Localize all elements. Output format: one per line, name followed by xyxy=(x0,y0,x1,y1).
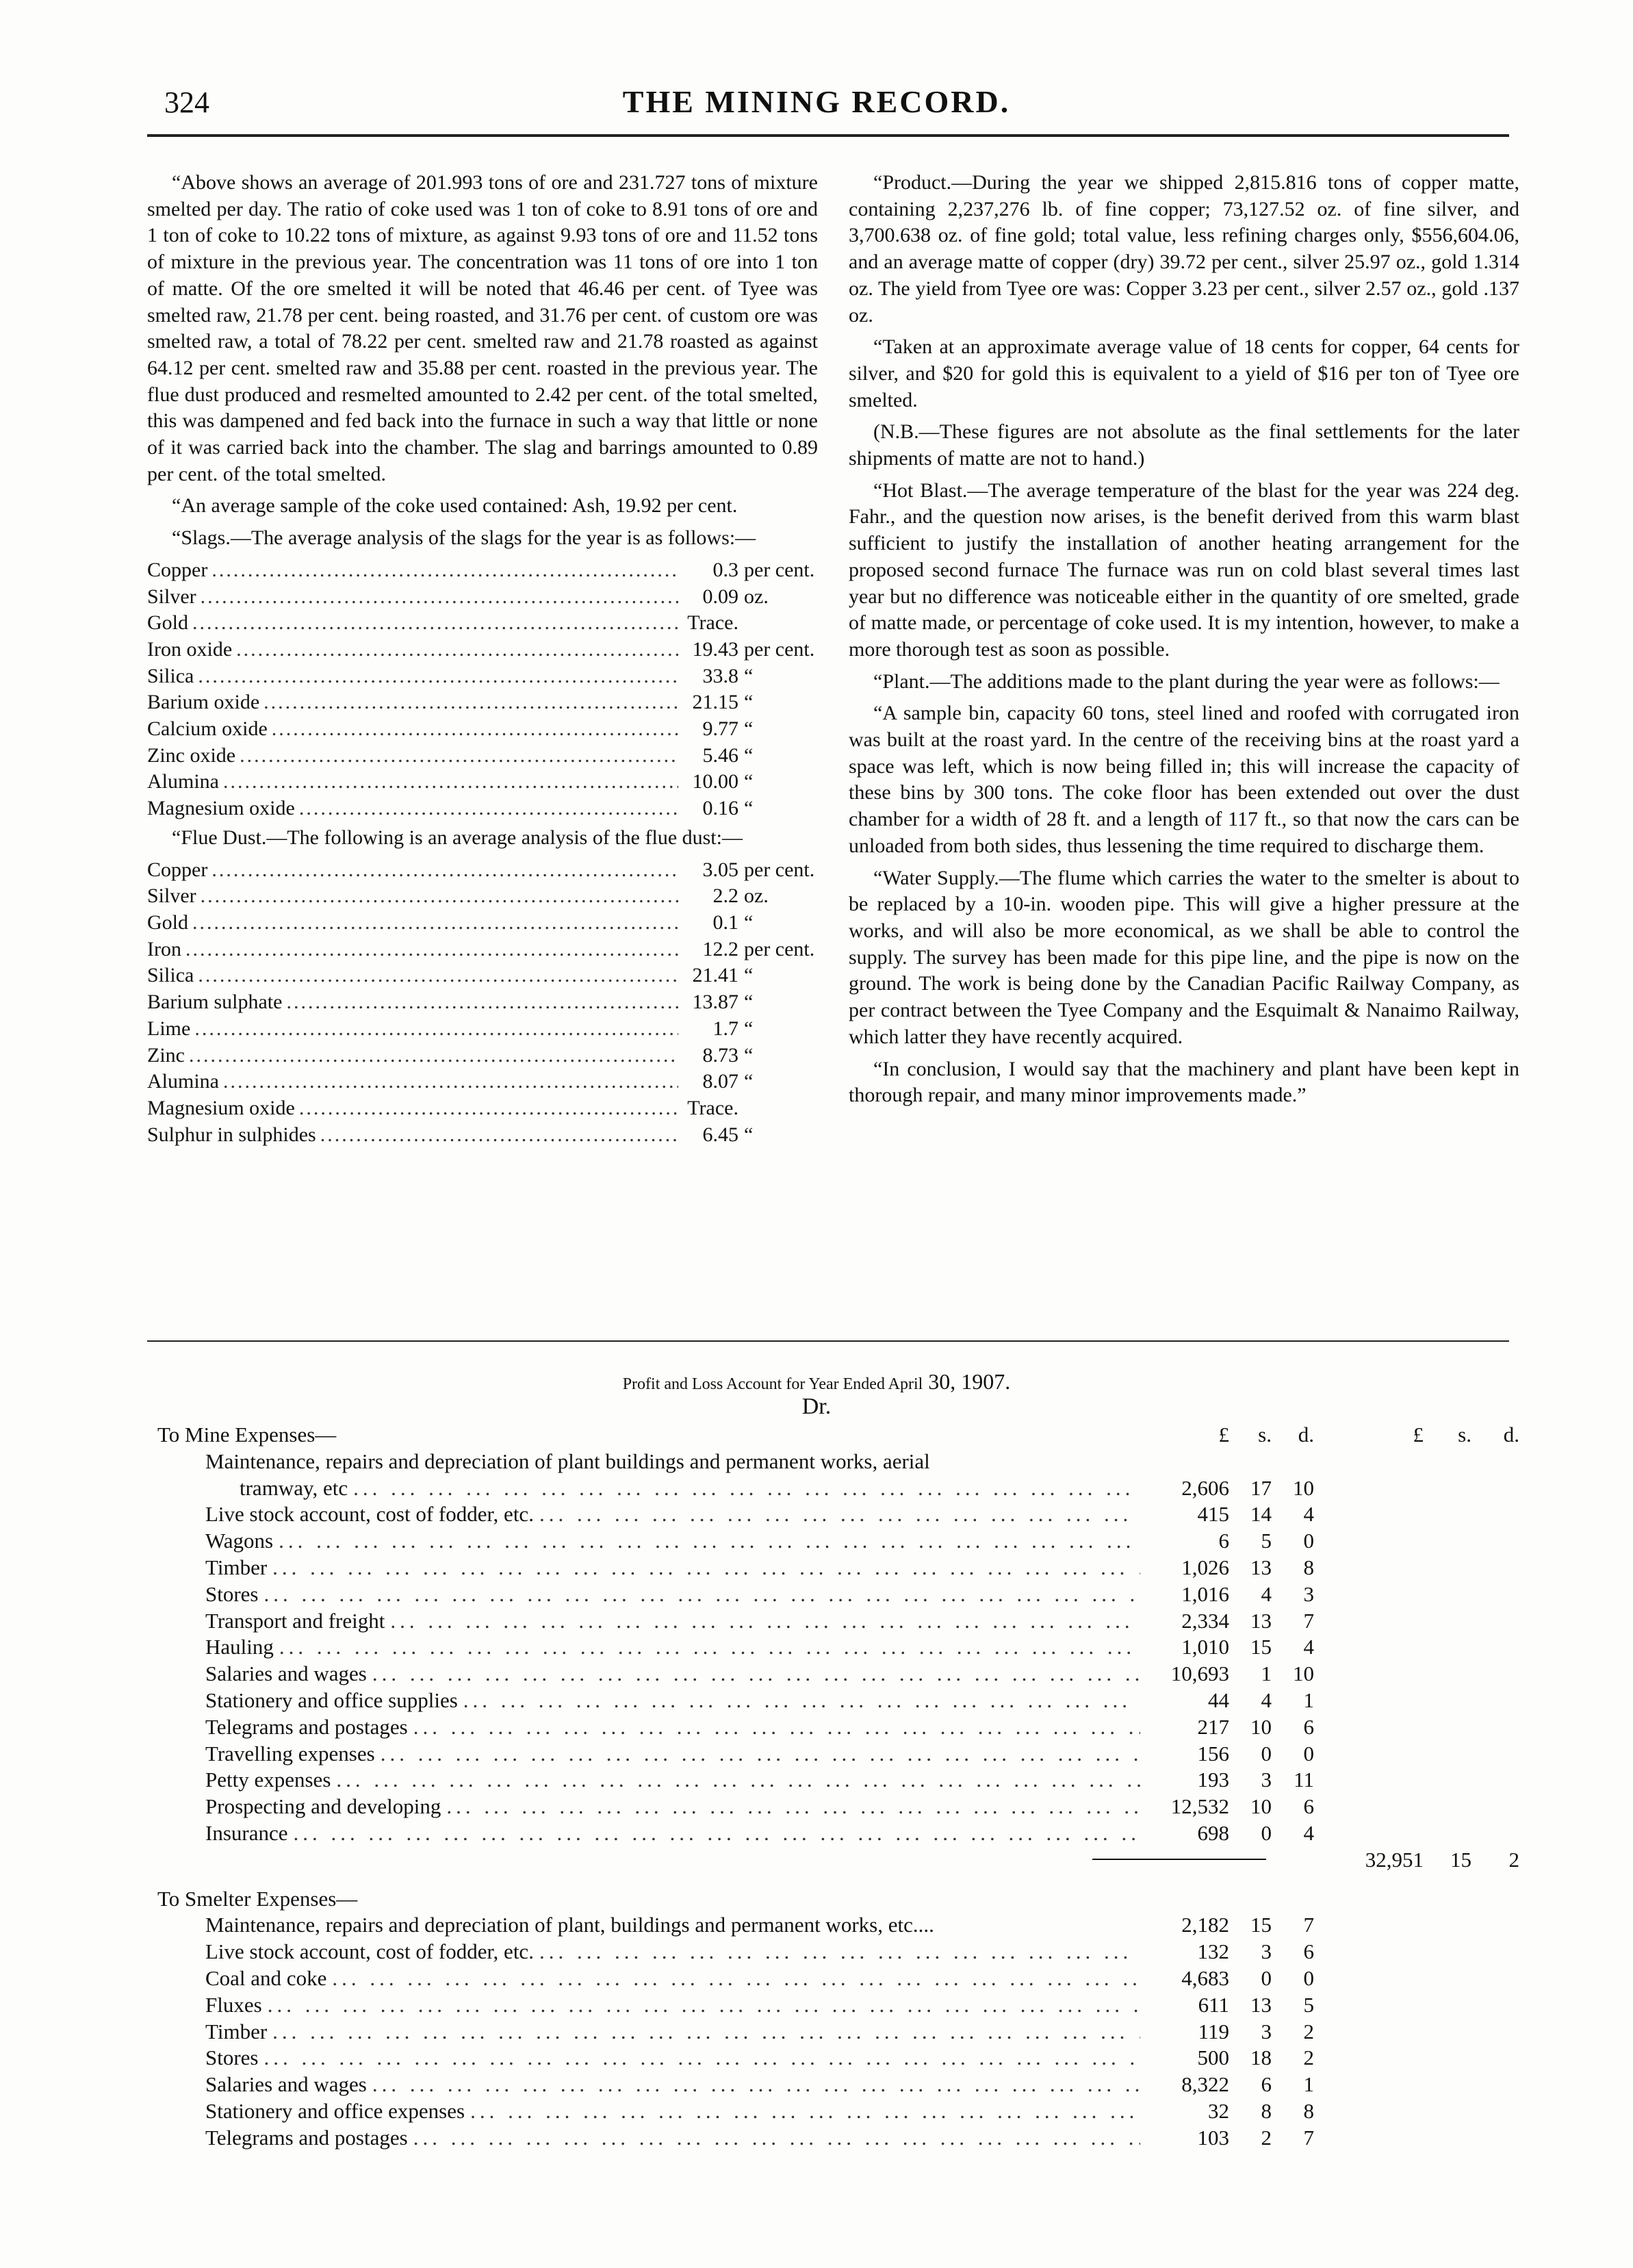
analysis-row xyxy=(147,1069,818,1095)
analysis-unit: “ xyxy=(744,743,754,767)
analysis-row xyxy=(147,663,818,690)
leader-dots xyxy=(372,1661,1140,1686)
amount-pounds: 132 xyxy=(1197,1939,1229,1964)
analysis-row xyxy=(147,883,818,910)
amount-pounds: 193 xyxy=(1197,1768,1229,1792)
leader-dots xyxy=(390,1609,1140,1633)
analysis-value: 0.1 xyxy=(712,910,738,934)
paragraph: “Above shows an average of 201.993 tons of ore and 231.727 tons of mixture smelted per day. The ratio of coke used was 1 ton of coke to 8.91 tons of ore and 1 ton of coke to 10.22 tons of mixture, as against 9.93 tons of ore and 11.52 tons of mixture in the previous year. The concentration was 11 tons of ore into 1 ton of matte. Of the ore smelted it will be noted that 46.46 per cent. of Tyee was smelted raw, 21.78 per cent. being roasted, and 31.76 per cent. of custom ore was smelted raw, a total of 78.22 per cent. smelted raw and 21.78 roasted as against 64.12 per cent. smelted raw and 35.88 per cent. roasted in the previous year. The flue dust produced and resmelted amounted to 2.42 per cent. of the total smelted, this was dampened and fed back into the furnace in such a way that little or none of it was carried back into the chamber. The slag and barrings amounted to 0.89 per cent. of the total smelted. xyxy=(147,171,818,485)
analysis-unit: “ xyxy=(744,991,754,1014)
account-item-label: Wagons xyxy=(205,1529,274,1553)
amount-pounds: 2,606 xyxy=(1181,1475,1229,1500)
amount-pence: 10 xyxy=(1293,1475,1314,1500)
analysis-label: Alumina xyxy=(147,1070,219,1093)
account-item-label: tramway, etc xyxy=(240,1475,348,1500)
analysis-label: Gold xyxy=(147,611,188,635)
paragraph: “Product.—During the year we shipped 2,815.816 tons of copper matte, containing 2,237,276 lb. of fine copper; 73,127.52 oz. of fine silver, and 3,700.638 oz. of fine gold; total value, less refining charges only, $556,604.06, and an average matte of copper (dry) 39.72 per cent., silver 25.97 oz., gold 1.314 oz. The yield from Tyee ore was: Copper 3.23 per cent., silver 2.57 oz., gold .137 oz. xyxy=(849,171,1519,327)
account-item-label: Stores xyxy=(205,1581,259,1606)
analysis-value: 5.46 xyxy=(702,743,738,767)
analysis-value: 19.43 xyxy=(692,637,738,661)
amount-pence: 4 xyxy=(1303,1635,1314,1659)
analysis-label: Barium oxide xyxy=(147,691,260,714)
analysis-row xyxy=(147,1043,818,1069)
account-row xyxy=(157,1502,1519,1529)
amount-pence: 0 xyxy=(1303,1529,1314,1553)
paragraph: “Plant.—The additions made to the plant during the year were as follows:— xyxy=(873,670,1500,693)
analysis-value: 8.07 xyxy=(702,1070,738,1093)
analysis-label: Copper xyxy=(147,558,208,581)
analysis-label: Calcium oxide xyxy=(147,717,268,741)
analysis-row xyxy=(147,1122,818,1149)
account-table xyxy=(157,1423,1519,2152)
analysis-unit: “ xyxy=(744,797,754,820)
leader-dots xyxy=(463,1688,1140,1713)
leader-dots xyxy=(211,557,678,584)
amount-pence: 6 xyxy=(1303,1794,1314,1819)
leader-dots xyxy=(320,1122,678,1149)
amount-pounds: 119 xyxy=(1198,2019,1229,2043)
account-row xyxy=(157,1742,1519,1768)
amount-pence: 1 xyxy=(1303,1687,1314,1712)
pence-header: d. xyxy=(1298,1423,1314,1447)
account-item-label: Telegrams and postages xyxy=(205,1714,408,1739)
amount-shillings: 4 xyxy=(1261,1581,1272,1606)
analysis-unit: oz. xyxy=(744,884,769,908)
amount-pounds: 1,010 xyxy=(1181,1635,1229,1659)
running-title: THE MINING RECORD. xyxy=(622,84,1011,119)
subtotal-rule xyxy=(1092,1859,1266,1860)
leader-dots xyxy=(201,883,678,910)
amount-pounds: 32 xyxy=(1208,2098,1229,2123)
leader-dots xyxy=(539,1502,1140,1527)
account-item-label: Hauling xyxy=(205,1635,274,1659)
leader-dots xyxy=(413,2126,1140,2150)
analysis-row xyxy=(147,584,818,611)
analysis-row xyxy=(147,637,818,663)
amount-pence: 10 xyxy=(1293,1661,1314,1686)
analysis-label: Silica xyxy=(147,664,194,687)
analysis-row xyxy=(147,795,818,822)
paragraph: “Hot Blast.—The average temperature of the blast for the year was 224 deg. Fahr., and the question now arises, is the benefit derived from this warm blast sufficient to justify the installation of another heating arrangement for the proposed second furnace The furnace was run on cold blast several times last year but no difference was noticeable either in the quantity of ore smelted, grade of matte made, or percentage of coke used. It is my intention, however, to make a more thorough test as soon as possible. xyxy=(849,479,1519,661)
amount-shillings: 15 xyxy=(1250,1913,1272,1937)
mine-total-pence: 2 xyxy=(1508,1847,1519,1872)
analysis-label: Iron xyxy=(147,937,181,960)
account-row xyxy=(157,2019,1519,2046)
analysis-row xyxy=(147,743,818,769)
account-row xyxy=(157,1688,1519,1715)
leader-dots xyxy=(279,1529,1140,1553)
account-row-label: Maintenance, repairs and depreciation of plant buildings and permanent works, aerial xyxy=(205,1449,930,1473)
amount-shillings: 0 xyxy=(1261,1741,1272,1766)
amount-pence: 2 xyxy=(1303,2019,1314,2043)
leader-dots xyxy=(236,637,678,663)
paragraph: “Taken at an approximate average value of 18 cents for copper, 64 cents for silver, and $20 for gold this is equivalent to a yield of $16 per ton of Tyee ore smelted. xyxy=(849,335,1519,411)
amount-shillings: 14 xyxy=(1250,1502,1272,1527)
leader-dots xyxy=(286,989,678,1016)
amount-pence: 6 xyxy=(1303,1939,1314,1964)
amount-shillings: 0 xyxy=(1261,1965,1272,1990)
amount-pounds: 1,026 xyxy=(1181,1555,1229,1579)
paragraph: “A sample bin, capacity 60 tons, steel lined and roofed with corrugated iron was built at the roast yard. In the centre of the receiving bins at the roast yard a space was left, which is now being filled in; this will increase the capacity of these bins by 300 tons. The coke floor has been extended out over the dust chamber for a width of 28 ft. and a length of 117 ft., so that now the cars can be unloaded from both sides, thus lessening the time required to discharge them. xyxy=(849,702,1519,857)
analysis-unit: “ xyxy=(744,910,754,934)
account-row xyxy=(157,1768,1519,1794)
amount-pounds: 6 xyxy=(1218,1529,1229,1553)
account-row xyxy=(157,1715,1519,1742)
amount-shillings: 0 xyxy=(1261,1820,1272,1845)
leader-dots xyxy=(372,2072,1140,2097)
mine-total-shillings: 15 xyxy=(1450,1847,1471,1872)
amount-pence: 7 xyxy=(1303,1608,1314,1633)
shilling-header-total: s. xyxy=(1458,1423,1471,1447)
analysis-unit: “ xyxy=(744,1070,754,1093)
account-item-label: Salaries and wages xyxy=(205,1661,367,1686)
account-row xyxy=(157,2072,1519,2099)
leader-dots xyxy=(264,2046,1141,2070)
account-item-label: Timber xyxy=(205,2019,268,2043)
amount-pounds: 8,322 xyxy=(1181,2072,1229,2097)
slags-intro: “Slags.—The average analysis of the slags for the year is as follows:— xyxy=(172,526,756,550)
leader-dots xyxy=(268,1993,1140,2017)
leader-dots xyxy=(198,663,678,690)
header-rule xyxy=(147,134,1509,137)
amount-pounds: 103 xyxy=(1197,2125,1229,2150)
paragraph: “In conclusion, I would say that the machinery and plant have been kept in thorough repair, and many minor improvements made.” xyxy=(849,1057,1519,1107)
analysis-label: Zinc xyxy=(147,1043,185,1067)
amount-pence: 7 xyxy=(1303,1913,1314,1937)
amount-pounds: 611 xyxy=(1198,1992,1229,2017)
smelter-rows xyxy=(157,1913,1519,2152)
analysis-unit: “ xyxy=(744,1017,754,1040)
analysis-unit: per cent. xyxy=(744,937,815,960)
analysis-value: 12.2 xyxy=(702,937,738,960)
amount-pence: 7 xyxy=(1303,2125,1314,2150)
page-header xyxy=(144,81,1489,122)
amount-pence: 5 xyxy=(1303,1992,1314,2017)
analysis-row xyxy=(147,1016,818,1043)
amount-pence: 4 xyxy=(1303,1820,1314,1845)
smelter-heading-row xyxy=(157,1887,1519,1913)
analysis-unit: per cent. xyxy=(744,858,815,881)
amount-shillings: 15 xyxy=(1250,1635,1272,1659)
account-item-label: Stores xyxy=(205,2046,259,2070)
amount-shillings: 3 xyxy=(1261,1768,1272,1792)
account-item-label: Stationery and office expenses xyxy=(205,2098,465,2123)
leader-dots xyxy=(201,584,678,611)
account-row xyxy=(157,1939,1519,1966)
amount-pence: 11 xyxy=(1294,1768,1314,1792)
analysis-unit: “ xyxy=(744,717,754,741)
account-item-label: Insurance xyxy=(205,1820,288,1845)
analysis-row xyxy=(147,910,818,936)
leader-dots xyxy=(192,910,678,936)
analysis-row xyxy=(147,716,818,743)
account-item-label: Telegrams and postages xyxy=(205,2125,408,2150)
account-item-label: Timber xyxy=(205,1555,268,1579)
slags-table xyxy=(147,557,818,822)
leader-dots xyxy=(299,795,678,822)
mine-heading: To Mine Expenses— xyxy=(157,1423,337,1447)
account-item-label: Coal and coke xyxy=(205,1965,327,1990)
analysis-row xyxy=(147,936,818,963)
account-row xyxy=(157,1529,1519,1555)
flue-intro: “Flue Dust.—The following is an average analysis of the flue dust:— xyxy=(172,826,743,849)
leader-dots xyxy=(279,1635,1140,1659)
leader-dots xyxy=(299,1095,678,1122)
amount-shillings: 18 xyxy=(1250,2046,1272,2070)
amount-shillings: 13 xyxy=(1250,1555,1272,1579)
leader-dots xyxy=(263,689,678,716)
account-item-label: Prospecting and developing xyxy=(205,1794,441,1819)
analysis-value: 0.16 xyxy=(702,797,738,820)
analysis-unit: “ xyxy=(744,770,754,793)
analysis-label: Zinc oxide xyxy=(147,743,236,767)
analysis-unit: “ xyxy=(744,664,754,687)
amount-shillings: 13 xyxy=(1250,1608,1272,1633)
mine-total-pounds: 32,951 xyxy=(1365,1847,1424,1872)
amount-pence: 6 xyxy=(1303,1714,1314,1739)
pound-header: £ xyxy=(1218,1423,1229,1447)
analysis-row xyxy=(147,610,818,637)
leader-dots xyxy=(332,1966,1140,1991)
paragraph: (N.B.—These figures are not absolute as the final settlements for the later shipments of matte are not to hand.) xyxy=(849,420,1519,470)
analysis-value: 8.73 xyxy=(702,1043,738,1067)
amount-pounds: 156 xyxy=(1197,1741,1229,1766)
amount-pounds: 44 xyxy=(1208,1687,1229,1712)
amount-shillings: 8 xyxy=(1261,2098,1272,2123)
analysis-row xyxy=(147,689,818,716)
page-number: 324 xyxy=(164,86,209,119)
analysis-row xyxy=(147,557,818,584)
amount-shillings: 13 xyxy=(1250,1992,1272,2017)
analysis-value: 13.87 xyxy=(692,991,738,1014)
leader-dots xyxy=(189,1043,678,1069)
leader-dots xyxy=(192,610,678,637)
analysis-value: 21.15 xyxy=(692,691,738,714)
amount-pence: 1 xyxy=(1303,2072,1314,2097)
analysis-label: Iron oxide xyxy=(147,637,233,661)
account-row xyxy=(157,1661,1519,1688)
analysis-value: 10.00 xyxy=(692,770,738,793)
analysis-label: Silver xyxy=(147,585,196,608)
amount-pence: 8 xyxy=(1303,1555,1314,1579)
account-row xyxy=(157,2126,1519,2152)
account-row xyxy=(157,1476,1519,1503)
account-row xyxy=(157,1555,1519,1582)
analysis-unit: “ xyxy=(744,964,754,987)
shilling-header: s. xyxy=(1258,1423,1272,1447)
analysis-value: Trace. xyxy=(687,611,738,635)
amount-pounds: 500 xyxy=(1197,2046,1229,2070)
analysis-label: Silica xyxy=(147,964,194,987)
leader-dots xyxy=(194,1016,678,1043)
amount-pence: 0 xyxy=(1303,1965,1314,1990)
account-item-label: Stationery and office supplies xyxy=(205,1687,458,1712)
amount-pence: 4 xyxy=(1303,1502,1314,1527)
analysis-row xyxy=(147,963,818,989)
leader-dots xyxy=(185,936,678,963)
pence-header-total: d. xyxy=(1503,1423,1519,1447)
analysis-value: 0.3 xyxy=(712,558,738,581)
leader-dots xyxy=(470,2099,1140,2124)
pound-header-total: £ xyxy=(1413,1423,1424,1447)
paragraph: “An average sample of the coke used contained: Ash, 19.92 per cent. xyxy=(172,494,738,518)
account-row xyxy=(157,1966,1519,1993)
analysis-row xyxy=(147,989,818,1016)
leader-dots xyxy=(223,769,678,795)
amount-shillings: 10 xyxy=(1250,1794,1272,1819)
analysis-row xyxy=(147,1095,818,1122)
amount-shillings: 3 xyxy=(1261,2019,1272,2043)
account-item-label: Maintenance, repairs and depreciation of plant, buildings and permanent works, etc.... xyxy=(205,1913,934,1937)
amount-pounds: 10,693 xyxy=(1170,1661,1229,1686)
section-rule xyxy=(147,1340,1509,1342)
account-item-label: Salaries and wages xyxy=(205,2072,367,2097)
analysis-value: 33.8 xyxy=(702,664,738,687)
analysis-unit: “ xyxy=(744,1123,754,1146)
account-row xyxy=(157,1794,1519,1821)
leader-dots xyxy=(240,743,678,769)
leader-dots xyxy=(413,1715,1140,1740)
leader-dots xyxy=(336,1768,1140,1792)
analysis-label: Sulphur in sulphides xyxy=(147,1123,316,1146)
right-column xyxy=(849,170,1519,1114)
leader-dots xyxy=(446,1794,1140,1819)
amount-shillings: 2 xyxy=(1261,2125,1272,2150)
leader-dots xyxy=(353,1476,1140,1501)
account-item-label: Transport and freight xyxy=(205,1608,385,1633)
account-title: Profit and Loss Account for Year Ended April 30, 1907. xyxy=(622,1369,1011,1394)
analysis-unit: “ xyxy=(744,1043,754,1067)
leader-dots xyxy=(272,1555,1140,1580)
account-row xyxy=(157,1609,1519,1635)
amount-pence: 8 xyxy=(1303,2098,1314,2123)
leader-dots xyxy=(381,1742,1140,1766)
amount-pounds: 12,532 xyxy=(1170,1794,1229,1819)
analysis-label: Magnesium oxide xyxy=(147,797,295,820)
leader-dots xyxy=(211,857,678,884)
amount-pounds: 415 xyxy=(1197,1502,1229,1527)
amount-shillings: 1 xyxy=(1261,1661,1272,1686)
amount-pence: 2 xyxy=(1303,2046,1314,2070)
amount-shillings: 4 xyxy=(1261,1687,1272,1712)
analysis-value: 6.45 xyxy=(702,1123,738,1146)
amount-pounds: 698 xyxy=(1197,1820,1229,1845)
analysis-row xyxy=(147,769,818,795)
analysis-label: Alumina xyxy=(147,770,219,793)
leader-dots xyxy=(272,2019,1140,2044)
leader-dots xyxy=(272,716,678,743)
amount-shillings: 17 xyxy=(1250,1475,1272,1500)
amount-pounds: 2,182 xyxy=(1181,1913,1229,1937)
account-row xyxy=(157,1913,1519,1939)
smelter-heading: To Smelter Expenses— xyxy=(157,1886,358,1911)
leader-dots xyxy=(264,1582,1141,1607)
analysis-value: 1.7 xyxy=(712,1017,738,1040)
analysis-label: Copper xyxy=(147,858,208,881)
amount-pence: 3 xyxy=(1303,1581,1314,1606)
analysis-unit: per cent. xyxy=(744,558,815,581)
analysis-label: Silver xyxy=(147,884,196,908)
analysis-value: 21.41 xyxy=(692,964,738,987)
analysis-row xyxy=(147,857,818,884)
amount-shillings: 6 xyxy=(1261,2072,1272,2097)
analysis-unit: “ xyxy=(744,691,754,714)
account-row xyxy=(157,2099,1519,2126)
amount-shillings: 5 xyxy=(1261,1529,1272,1553)
account-item-label: Fluxes xyxy=(205,1992,262,2017)
leader-dots xyxy=(223,1069,678,1095)
analysis-label: Gold xyxy=(147,910,188,934)
account-item-label: Travelling expenses xyxy=(205,1741,375,1766)
account-row xyxy=(157,2046,1519,2072)
amount-pence: 0 xyxy=(1303,1741,1314,1766)
account-item-label: Petty expenses xyxy=(205,1768,331,1792)
left-column xyxy=(147,170,818,1148)
amount-pounds: 4,683 xyxy=(1181,1965,1229,1990)
leader-dots xyxy=(539,1939,1140,1964)
amount-shillings: 10 xyxy=(1250,1714,1272,1739)
mine-rows xyxy=(157,1476,1519,1848)
account-item-label: Live stock account, cost of fodder, etc. xyxy=(205,1502,534,1527)
account-row xyxy=(157,1993,1519,2019)
account-side: Dr. xyxy=(801,1394,832,1419)
mine-total-row xyxy=(157,1848,1519,1874)
account-row xyxy=(157,1821,1519,1848)
analysis-value: 3.05 xyxy=(702,858,738,881)
analysis-value: Trace. xyxy=(687,1096,738,1119)
amount-shillings: 3 xyxy=(1261,1939,1272,1964)
paragraph: “Water Supply.—The flume which carries the water to the smelter is about to be replaced by a 10-in. wooden pipe. This will give a higher pressure at the works, and will also be more economical, as we shall be able to control the supply. The survey has been made for this pipe line, and the pipe is now on the ground. The work is being done by the Canadian Pacific Railway Company, as per contract between the Tyee Company and the Esquimalt & Nanaimo Railway, which latter they have recently acquired. xyxy=(849,866,1519,1048)
analysis-unit: oz. xyxy=(744,585,769,608)
leader-dots xyxy=(198,963,678,989)
analysis-value: 2.2 xyxy=(712,884,738,908)
account-row xyxy=(157,1582,1519,1609)
amount-pounds: 217 xyxy=(1197,1714,1229,1739)
account-item-label: Live stock account, cost of fodder, etc. xyxy=(205,1939,534,1964)
account-row xyxy=(157,1635,1519,1661)
analysis-value: 9.77 xyxy=(702,717,738,741)
flue-table xyxy=(147,857,818,1149)
account-column-headers xyxy=(157,1423,1519,1449)
leader-dots xyxy=(294,1821,1141,1846)
amount-pounds: 2,334 xyxy=(1181,1608,1229,1633)
analysis-label: Magnesium oxide xyxy=(147,1096,295,1119)
analysis-unit: per cent. xyxy=(744,637,815,661)
analysis-label: Barium sulphate xyxy=(147,991,283,1014)
amount-pounds: 1,016 xyxy=(1181,1581,1229,1606)
analysis-value: 0.09 xyxy=(702,585,738,608)
analysis-label: Lime xyxy=(147,1017,191,1040)
